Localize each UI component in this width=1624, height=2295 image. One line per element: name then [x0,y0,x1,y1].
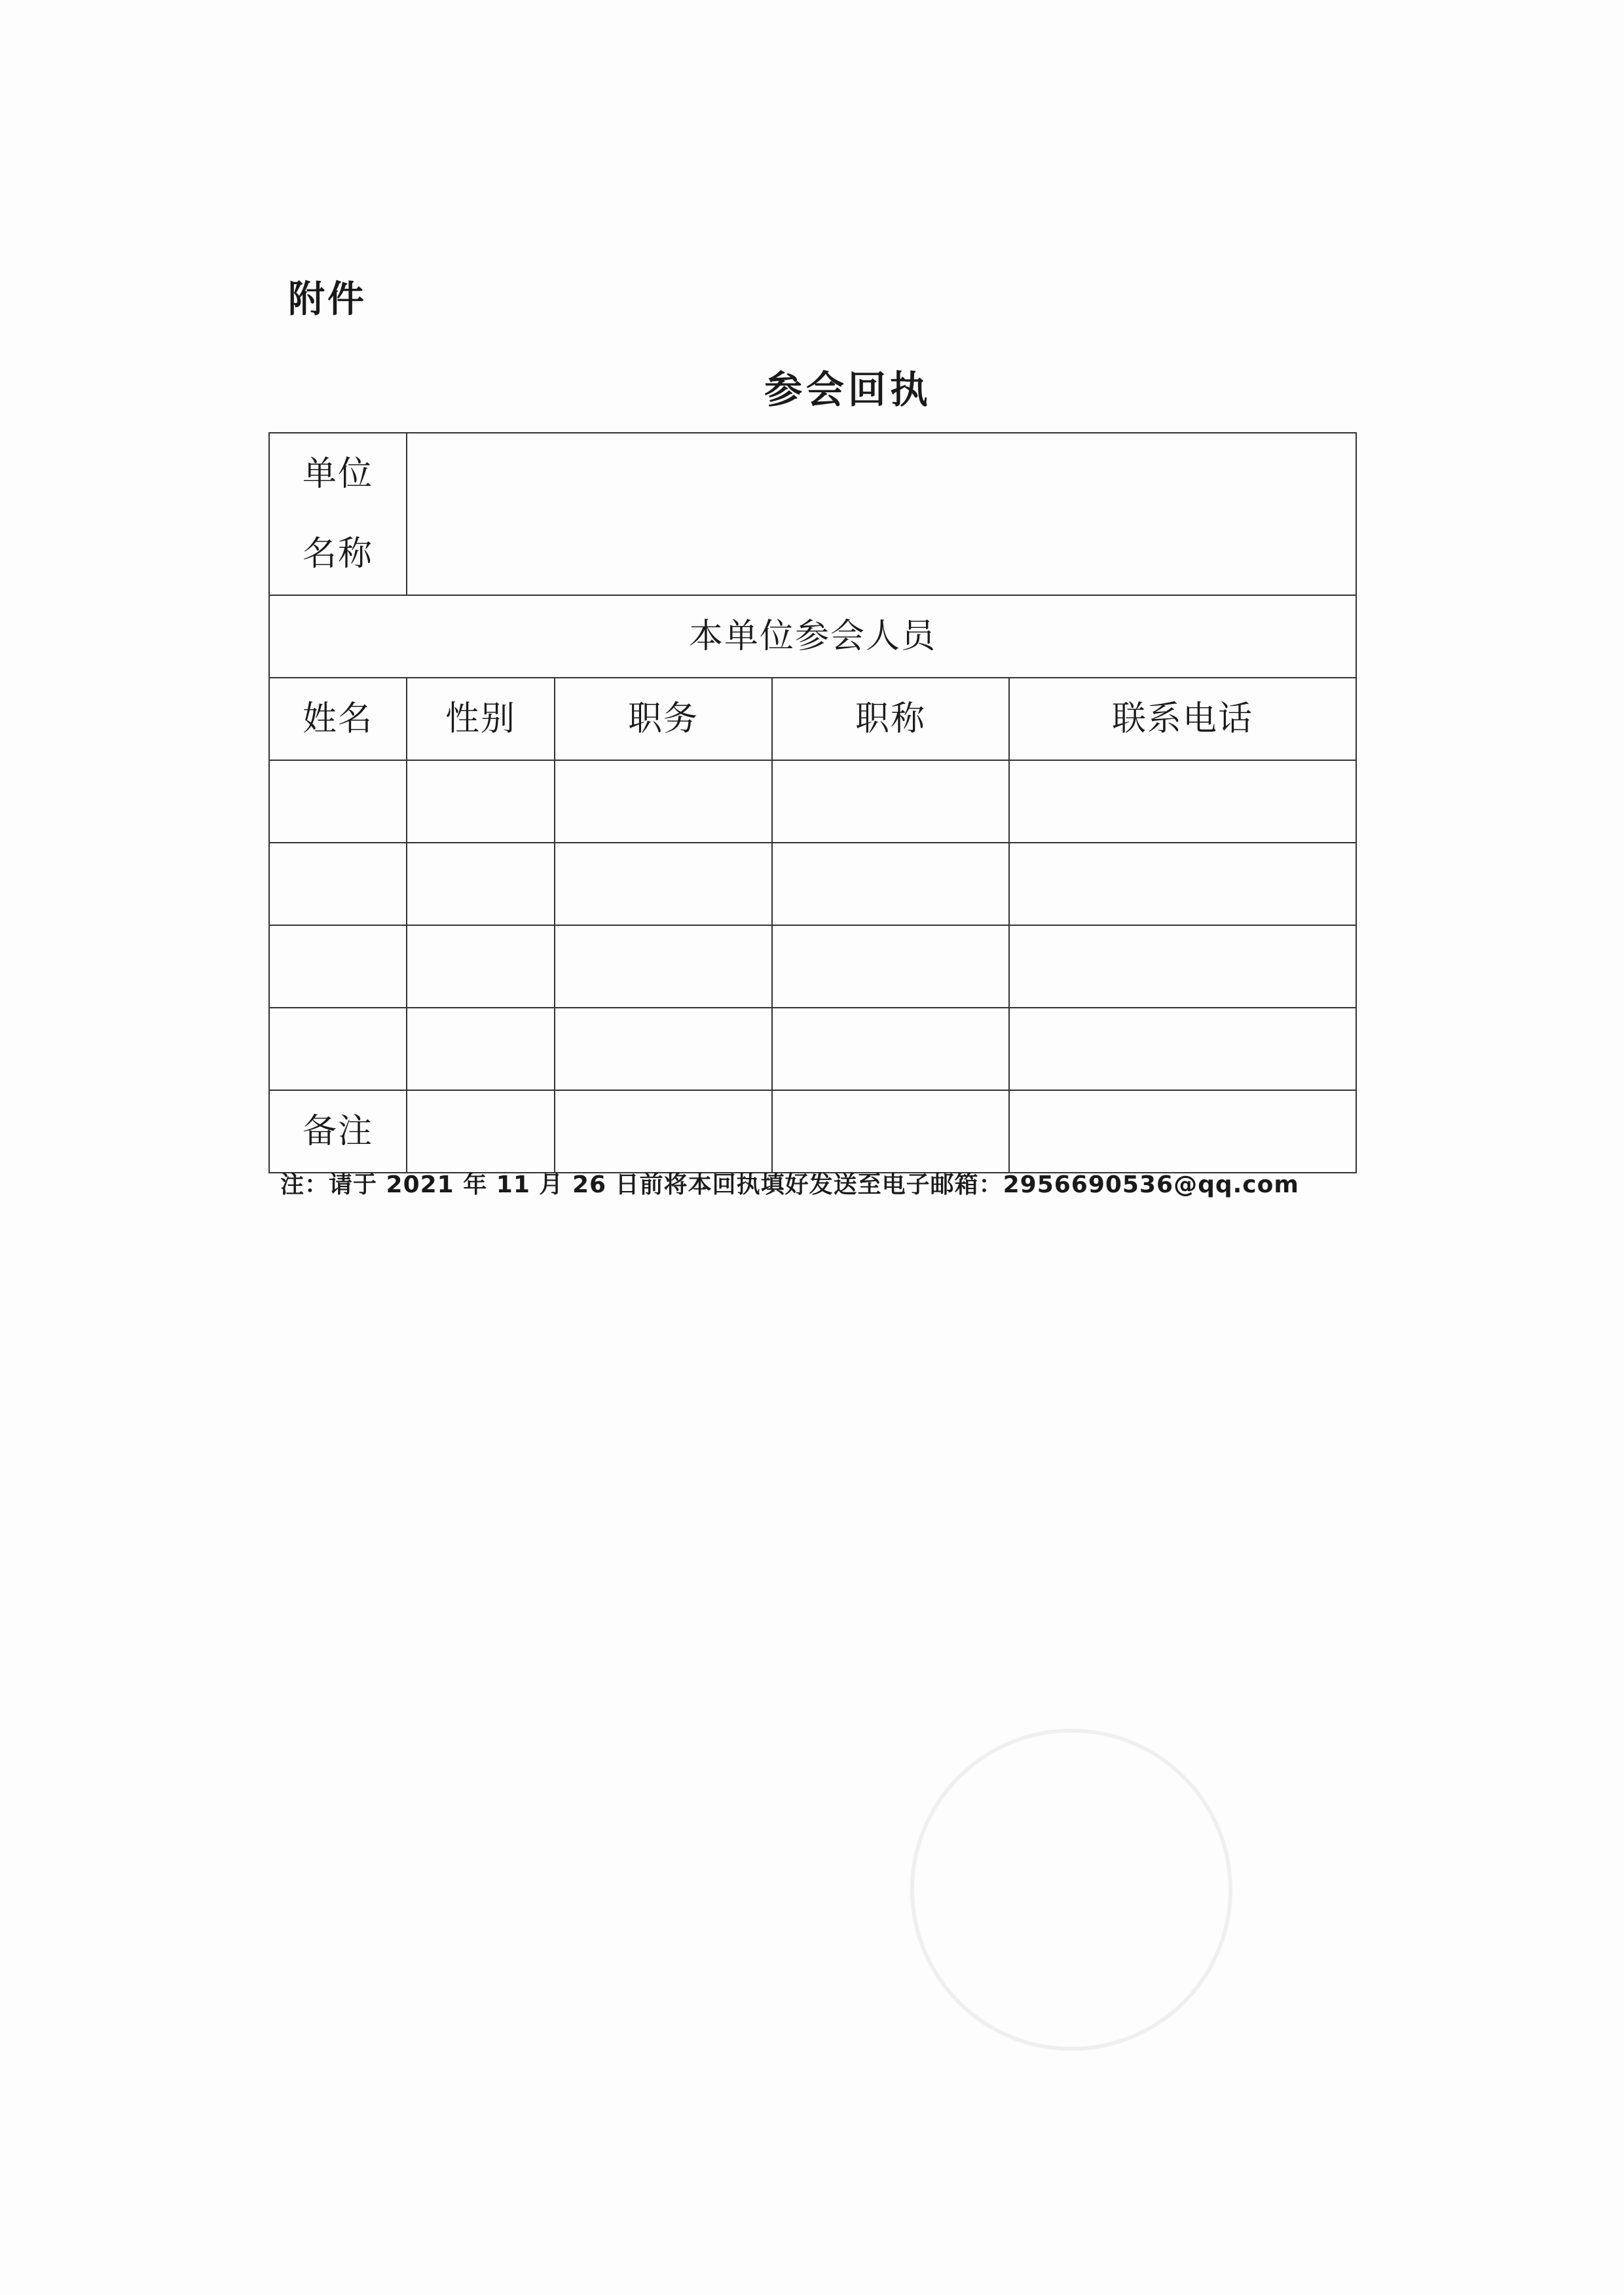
column-header-gender: 性别 [407,678,555,760]
column-header-position: 职务 [555,678,772,760]
title-cell[interactable] [772,760,1009,843]
position-cell[interactable] [555,843,772,925]
remark-label: 备注 [269,1090,407,1173]
unit-name-row [269,433,1356,595]
receipt-table [268,432,1357,1173]
section-header: 本单位参会人员 [269,595,1356,678]
column-header-title: 职称 [772,678,1009,760]
unit-label-line2: 名称 [302,534,373,574]
phone-cell[interactable] [1009,925,1356,1008]
unit-name-label [269,433,407,595]
phone-cell[interactable] [1009,843,1356,925]
title-cell[interactable] [772,843,1009,925]
remark-cell[interactable] [772,1090,1009,1173]
faded-seal-stamp [910,1729,1232,2051]
remark-row [269,1090,1356,1173]
form-title: 参会回执 [764,367,932,412]
section-header-row [269,595,1356,678]
unit-label-line1: 单位 [302,454,373,494]
position-cell[interactable] [555,925,772,1008]
submission-note: 注：请于 2021 年 11 月 26 日前将本回执填好发送至电子邮箱：2956690536@qq.com [280,1171,1299,1198]
gender-cell[interactable] [407,925,555,1008]
phone-cell[interactable] [1009,760,1356,843]
column-header-row [269,678,1356,760]
gender-cell[interactable] [407,1008,555,1090]
remark-cell[interactable] [1009,1090,1356,1173]
attachment-label: 附件 [288,278,367,321]
column-header-phone: 联系电话 [1009,678,1356,760]
position-cell[interactable] [555,760,772,843]
table-row [269,1008,1356,1090]
phone-cell[interactable] [1009,1008,1356,1090]
name-cell[interactable] [269,1008,407,1090]
name-cell[interactable] [269,843,407,925]
gender-cell[interactable] [407,760,555,843]
table-row [269,925,1356,1008]
remark-cell[interactable] [407,1090,555,1173]
unit-name-field[interactable] [407,433,1356,595]
name-cell[interactable] [269,760,407,843]
position-cell[interactable] [555,1008,772,1090]
remark-cell[interactable] [555,1090,772,1173]
title-cell[interactable] [772,1008,1009,1090]
table-row [269,843,1356,925]
column-header-name: 姓名 [269,678,407,760]
gender-cell[interactable] [407,843,555,925]
name-cell[interactable] [269,925,407,1008]
table-row [269,760,1356,843]
title-cell[interactable] [772,925,1009,1008]
